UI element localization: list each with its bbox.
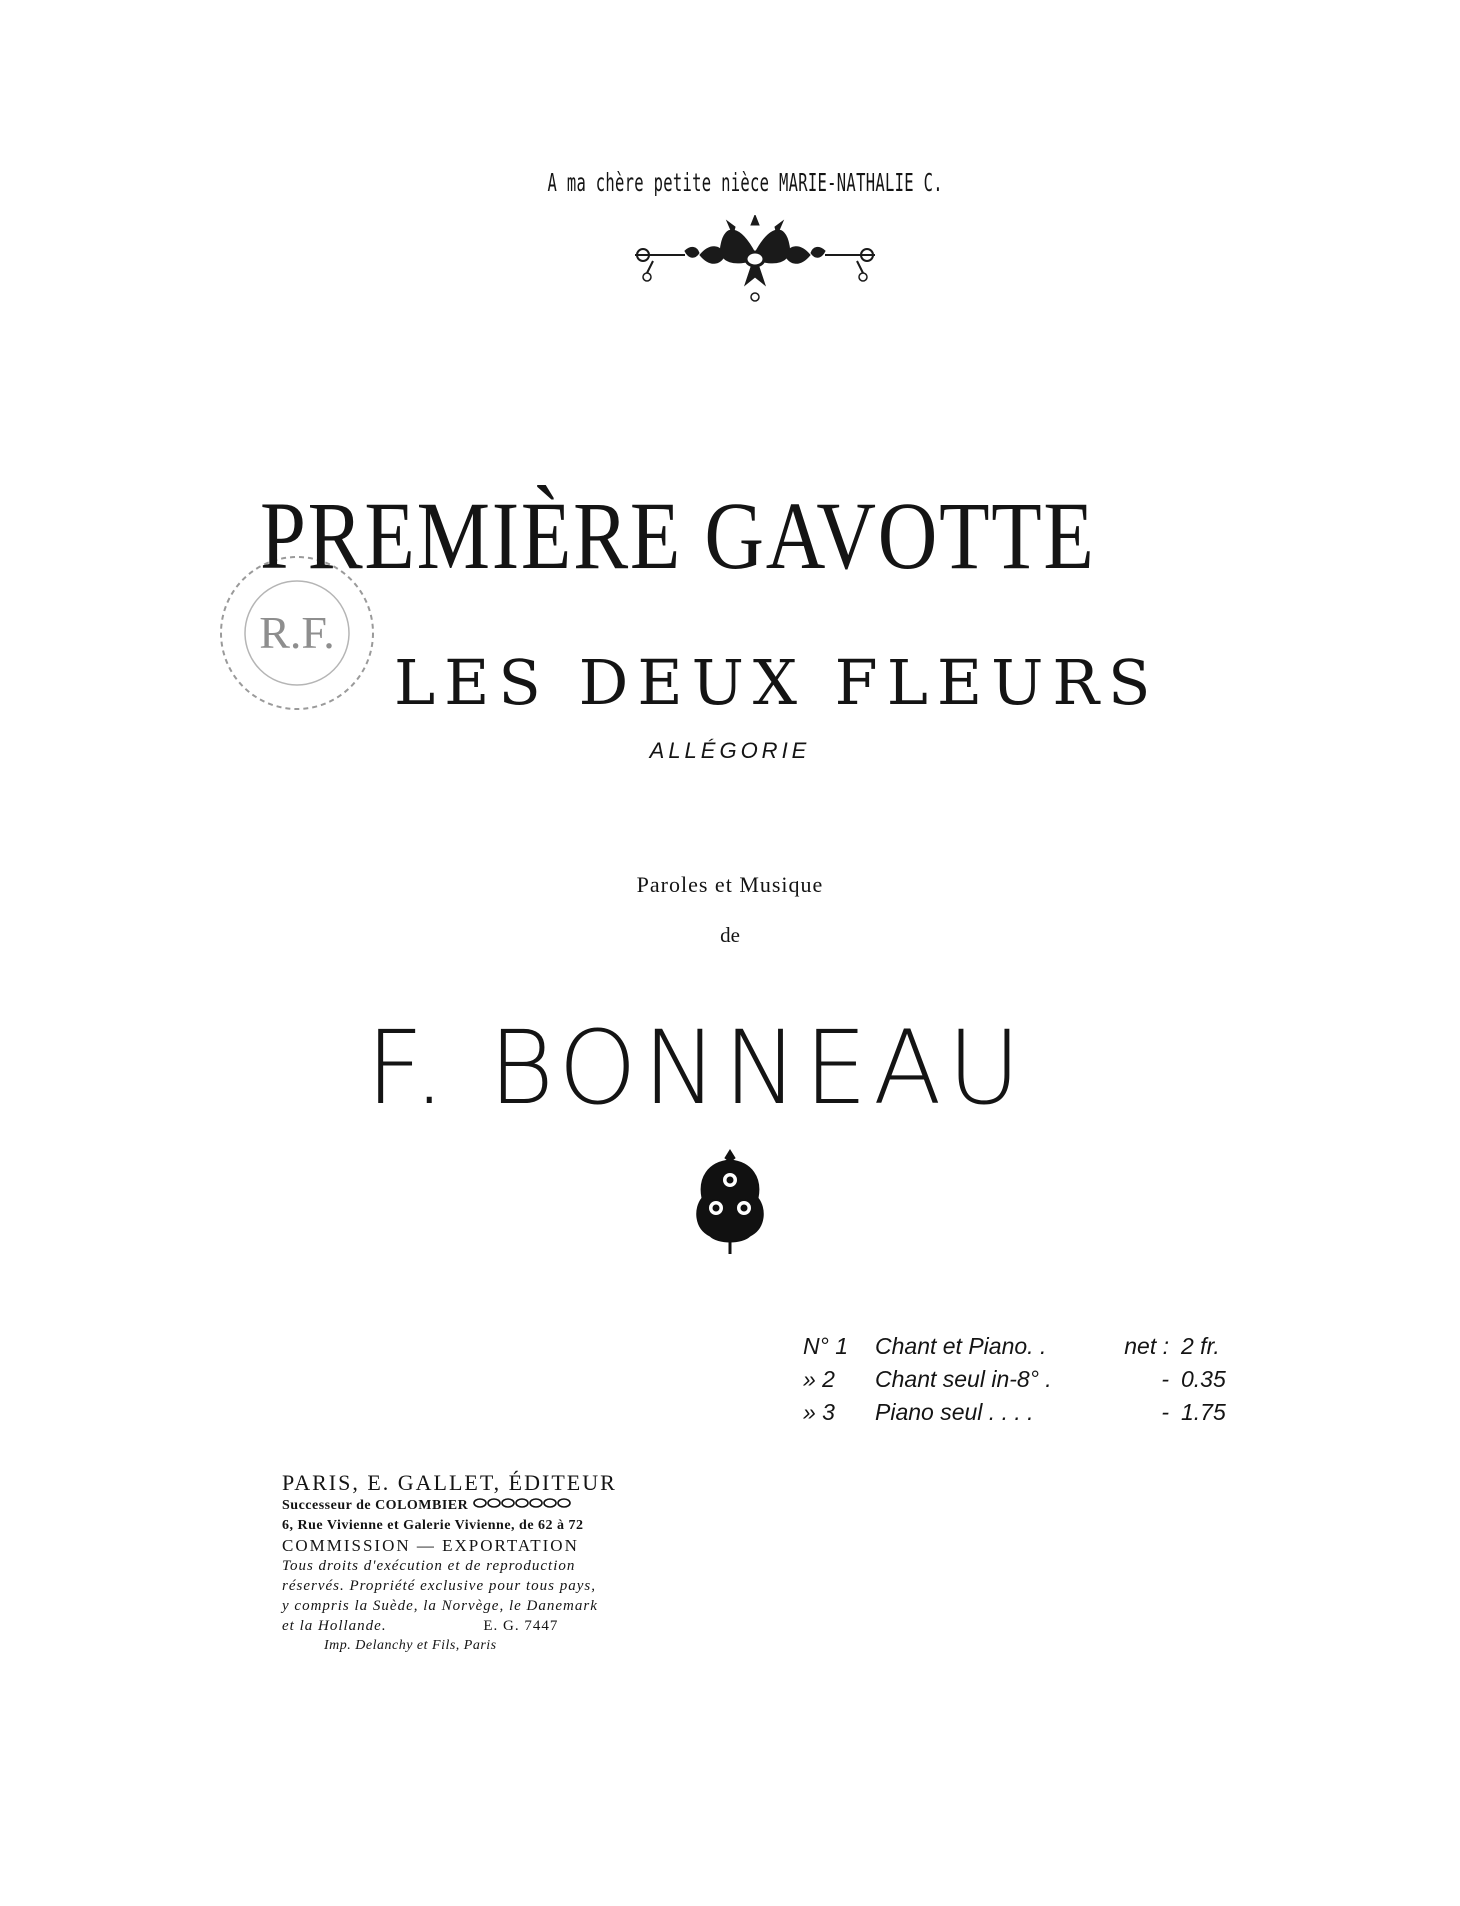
decorative-rule-icon	[472, 1498, 572, 1513]
price-row	[803, 1330, 1226, 1363]
rights-notice: y compris la Suède, la Norvège, le Danemark	[282, 1598, 598, 1614]
credit-de: de	[720, 923, 740, 947]
price-row	[803, 1396, 1226, 1429]
composer-name: F. BONNEAU	[366, 1009, 1027, 1128]
edition-number: N° 1	[803, 1333, 848, 1359]
rights-notice-text: et la Hollande.	[282, 1618, 387, 1634]
publisher-address: 6, Rue Vivienne et Galerie Vivienne, de 62 à 72	[282, 1518, 584, 1533]
publisher-block	[282, 1470, 617, 1656]
publisher-commission: COMMISSION — EXPORTATION	[282, 1536, 579, 1555]
laurel-ornament-icon	[625, 215, 885, 309]
publisher-name: PARIS, E. GALLET, ÉDITEUR	[282, 1470, 617, 1495]
rights-notice-last	[282, 1616, 617, 1636]
edition-title: Chant et Piano. .	[875, 1333, 1047, 1359]
subtitle: LES DEUX FLEURS	[394, 646, 1160, 719]
edition-number: » 3	[803, 1399, 835, 1425]
genre-label: ALLÉGORIE	[649, 738, 811, 763]
edition-number: » 2	[803, 1366, 835, 1392]
publisher-successor	[282, 1496, 617, 1516]
page-title: PREMIÈRE GAVOTTE	[260, 482, 1096, 589]
price-row	[803, 1363, 1226, 1396]
plate-number: E. G. 7447	[483, 1618, 559, 1634]
stamp-letters: R.F.	[259, 607, 335, 658]
dedication: A ma chère petite nièce MARIE-NATHALIE C.	[547, 168, 943, 197]
floral-ornament-icon	[688, 1148, 772, 1260]
edition-price: 0.35	[1181, 1366, 1226, 1392]
rights-notice: réservés. Propriété exclusive pour tous pays,	[282, 1578, 596, 1594]
rights-notice: Tous droits d'exécution et de reproduction	[282, 1558, 576, 1574]
edition-net: -	[1161, 1366, 1169, 1392]
publisher-successor-text: Successeur de COLOMBIER	[282, 1498, 469, 1513]
price-list	[803, 1330, 1226, 1429]
edition-price: 1.75	[1181, 1399, 1226, 1425]
printer-credit: Imp. Delanchy et Fils, Paris	[324, 1638, 497, 1653]
edition-title: Piano seul . . . .	[875, 1399, 1034, 1425]
edition-price: 2 fr.	[1181, 1333, 1220, 1359]
credit-line: Paroles et Musique	[636, 872, 824, 897]
edition-net: -	[1161, 1399, 1169, 1425]
edition-title: Chant seul in-8° .	[875, 1366, 1052, 1392]
edition-net: net :	[1124, 1333, 1169, 1359]
